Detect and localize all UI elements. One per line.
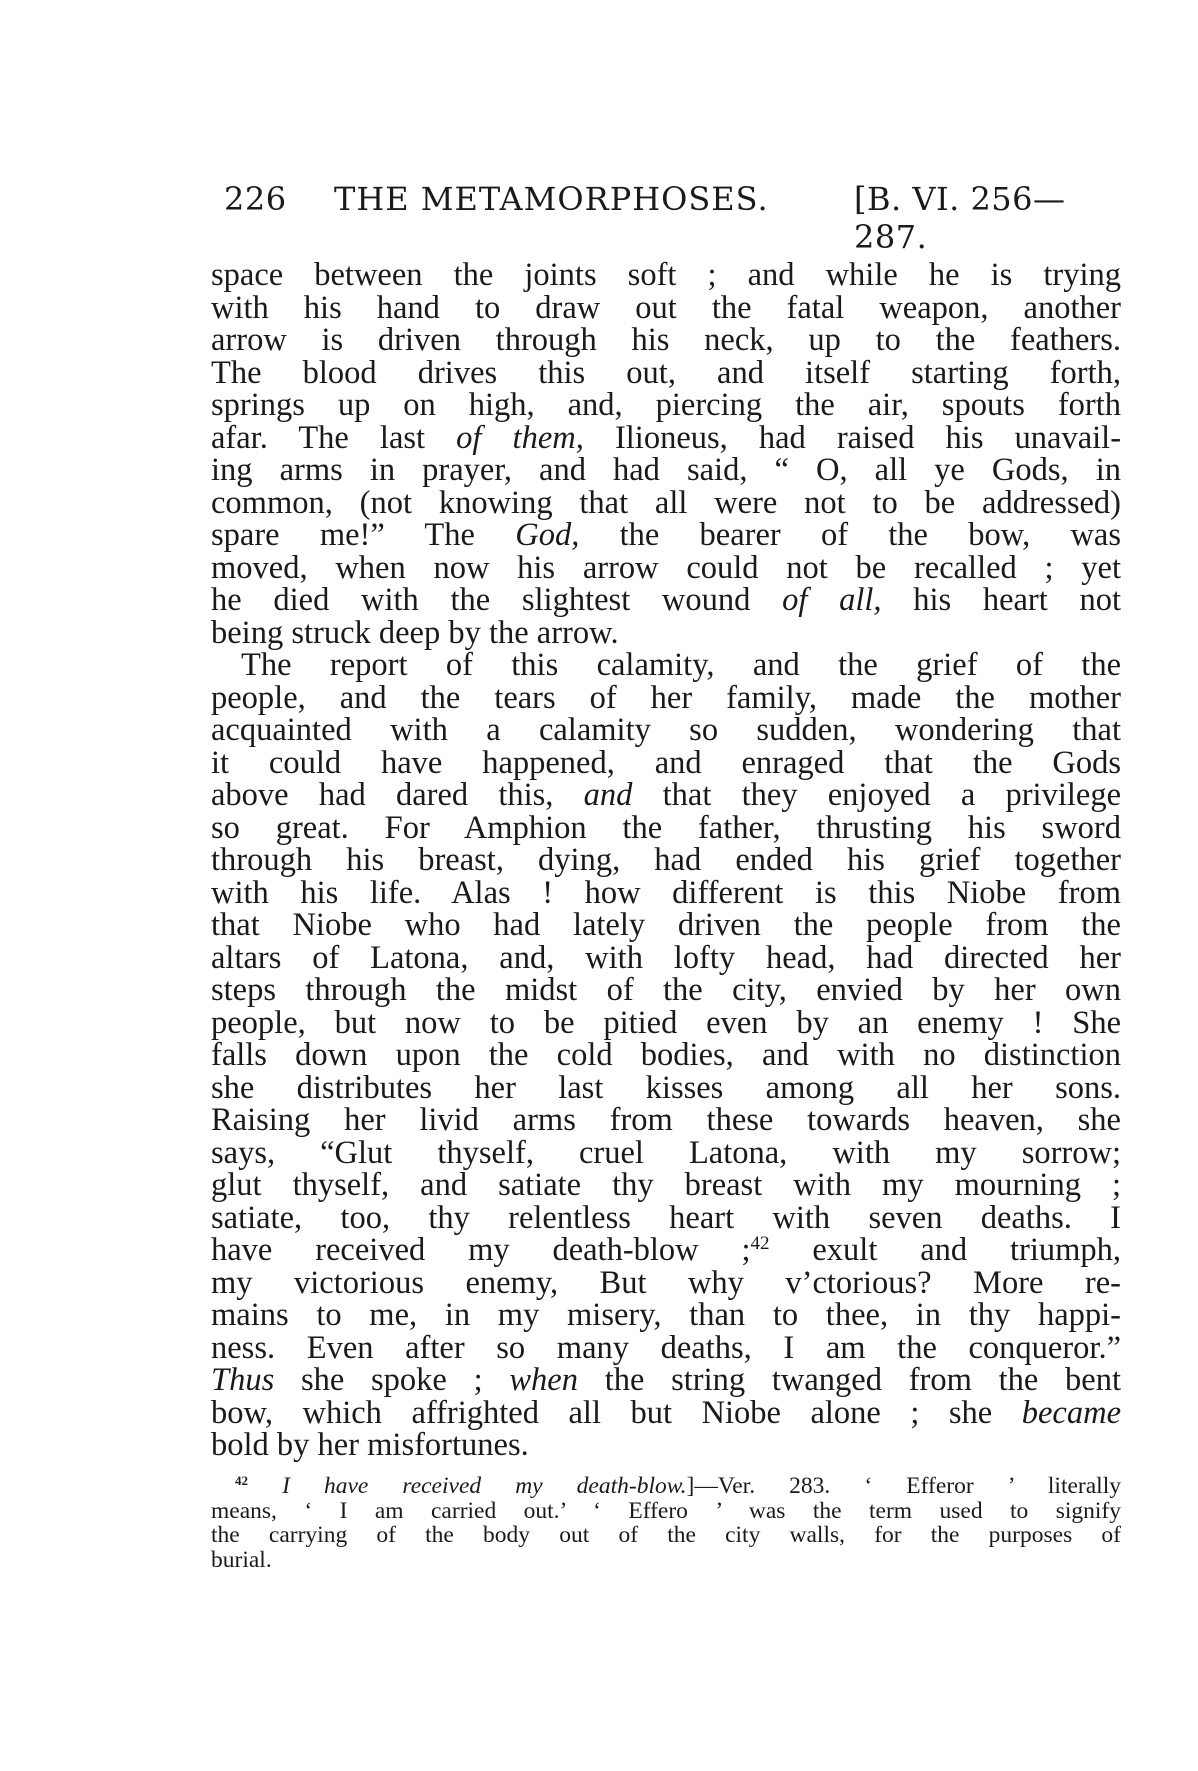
- text-line: it could have happened, and enraged that the Gods: [211, 744, 1121, 781]
- italic-phrase: and: [583, 777, 633, 813]
- text-line: altars of Latona, and, with lofty head, had directed her: [211, 939, 1121, 976]
- text-line: Thus she spoke ; when the string twanged from the bent: [211, 1362, 1122, 1398]
- text-line: says, “Glut thyself, cruel Latona, with my sorrow;: [211, 1134, 1121, 1171]
- page-number: 226: [224, 180, 287, 218]
- text-line: people, but now to be pitied even by an enemy ! She: [211, 1004, 1121, 1041]
- text-line: she distributes her last kisses among all her sons.: [211, 1069, 1121, 1106]
- text-line: above had dared this, and that they enjoyed a privilege: [211, 777, 1121, 813]
- text-line: have received my death-blow ;$^{42}$ exult and triumph,: [211, 1232, 1121, 1268]
- text-line: The blood drives this out, and itself starting forth,: [211, 354, 1121, 391]
- text-line: bow, which affrighted all but Niobe alone ; she became: [211, 1394, 1121, 1431]
- italic-phrase: became: [1021, 1394, 1121, 1431]
- text-line: space between the joints soft ; and while he is trying: [211, 257, 1121, 293]
- italic-phrase: of all,: [782, 582, 882, 618]
- main-text: [211, 259, 1121, 1462]
- text-line: being struck deep by the arrow.: [211, 614, 619, 651]
- italic-phrase: Thus: [211, 1362, 275, 1398]
- book-line-reference: [B. VI. 256—287.: [854, 180, 1066, 256]
- text-line: afar. The last of them, Ilioneus, had raised his unavail-: [211, 419, 1122, 456]
- italic-phrase: God,: [515, 517, 580, 553]
- footnote: [211, 1474, 1121, 1572]
- text-line: bold by her misfortunes.: [211, 1427, 529, 1463]
- text-line: ness. Even after so many deaths, I am the conqueror.”: [211, 1329, 1121, 1366]
- text-line: that Niobe who had lately driven the people from the: [211, 907, 1121, 943]
- text-line: satiate, too, thy relentless heart with seven deaths. I: [211, 1199, 1121, 1236]
- text-line: with his life. Alas ! how different is this Niobe from: [211, 874, 1121, 911]
- text-line: acquainted with a calamity so sudden, wondering that: [211, 712, 1121, 748]
- text-line: with his hand to draw out the fatal weapon, another: [211, 289, 1121, 326]
- text-line: The report of this calamity, and the grief of the: [241, 647, 1121, 683]
- text-line: people, and the tears of her family, made the mother: [211, 679, 1121, 716]
- text-line: falls down upon the cold bodies, and with no distinction: [211, 1037, 1121, 1073]
- text-line: springs up on high, and, piercing the air, spouts forth: [211, 387, 1121, 423]
- footnote-line: $^{42}$ I have received my death-blow.]—Ver. 283. ‘ Efferor ’ literally: [235, 1473, 1121, 1499]
- footnote-line: the carrying of the body out of the city walls, for the purposes of: [211, 1522, 1121, 1548]
- footnote-lemma: I have received my death-blow.: [282, 1473, 687, 1499]
- footnote-line: burial.: [211, 1546, 272, 1573]
- text-line: moved, when now his arrow could not be recalled ; yet: [211, 549, 1121, 586]
- text-line: my victorious enemy, But why v’ctorious? More re-: [211, 1264, 1121, 1301]
- text-line: spare me!” The God, the bearer of the bow, was: [211, 517, 1122, 553]
- text-line: mains to me, in my misery, than to thee, in thy happi-: [211, 1297, 1121, 1333]
- italic-phrase: when: [509, 1362, 578, 1398]
- text-line: so great. For Amphion the father, thrusting his sword: [211, 809, 1121, 846]
- footnote-ref: 42: [750, 1233, 770, 1254]
- text-line: he died with the slightest wound of all, his heart not: [211, 582, 1121, 618]
- text-line: ing arms in prayer, and had said, “ O, all ye Gods, in: [211, 452, 1121, 488]
- text-line: arrow is driven through his neck, up to the feathers.: [211, 322, 1121, 358]
- text-line: Raising her livid arms from these towards heaven, she: [211, 1102, 1121, 1138]
- running-title: THE METAMORPHOSES.: [334, 180, 769, 218]
- footnote-line: means, ‘ I am carried out.’ ‘ Effero ’ was the term used to signify: [211, 1497, 1121, 1524]
- running-header: [224, 180, 1124, 256]
- italic-phrase: of them,: [456, 419, 584, 456]
- footnote-marker: 42: [235, 1473, 248, 1488]
- text-line: glut thyself, and satiate thy breast with my mourning ;: [211, 1167, 1121, 1203]
- text-line: through his breast, dying, had ended his grief together: [211, 842, 1121, 878]
- text-line: common, (not knowing that all were not to be addressed): [211, 484, 1121, 521]
- text-line: steps through the midst of the city, envied by her own: [211, 972, 1121, 1008]
